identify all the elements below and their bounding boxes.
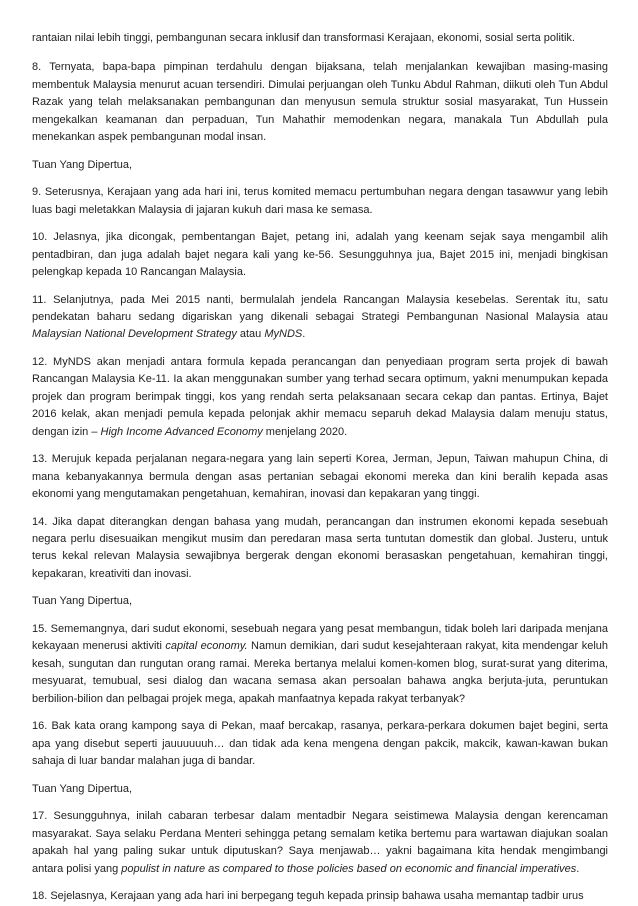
paragraph-11 [32,292,608,344]
paragraph-8 [32,59,608,146]
salutation [32,593,608,610]
paragraph-15 [32,621,608,708]
paragraph-14 [32,514,608,584]
text-segment: 11. Selanjutnya, pada Mei 2015 nanti, bermulalah jendela Rancangan Malaysia kesebelas. Serentak itu, satu pendekatan baharu sedang digariskan yang dikenali sebagai Strategi Pembangunan Nasional Malaysia atau [32,293,608,324]
italic-text-segment: High Income Advanced Economy [100,425,263,438]
text-segment: 12. MyNDS akan menjadi antara formula kepada perancangan dan penyediaan program serta projek di bawah Rancangan Malaysia Ke-11. Ia akan menggunakan sumber yang terhad secara optimum, yakni menumpukan kepada projek dan program berimpak tinggi, kos yang rendah serta pelaksanaan secara cekap dan pantas. Ertinya, Bajet 2016 kelak, akan menjadi pemula kepada pelonjak akhir memacu separuh dekad Malaysia dalam menuju status, dengan izin – [32,356,608,438]
text-segment: 14. Jika dapat diterangkan dengan bahasa yang mudah, perancangan dan instrumen ekonomi kepada sesebuah negara perlu disesuaikan mengikut musim dan peredaran masa serta tuntutan domestik dan global. Justeru, untuk terus kekal relevan Malaysia sewajibnya bergerak dengan ekonomi berasaskan pengetahuan, kemahiran tinggi, kepakaran, kreativiti dan inovasi. [32,515,608,580]
text-segment: 16. Bak kata orang kampong saya di Pekan, maaf bercakap, rasanya, perkara-perkara dokumen bajet begini, serta apa yang disebut seperti jauuuuuuh… dan tidak ada kena mengena dengan pakcik, makcik, kawan-kawan bukan sahaja di luar bandar malahan juga di bandar. [32,720,608,768]
paragraph-13 [32,451,608,503]
paragraph-16 [32,718,608,770]
salutation [32,781,608,798]
italic-text-segment: Malaysian National Development Strategy [32,328,237,341]
text-segment: Tuan Yang Dipertua, [32,158,133,171]
text-segment: 17. Sesungguhnya, inilah cabaran terbesar dalam mentadbir Negara seistimewa Malaysia dengan kerencaman masyarakat. Saya selaku Perdana Menteri sehingga petang semalam ketika bertemu para wartawan diajukan soalan apakah hal yang paling sukar untuk diputuskan? Saya menjawab… yakni bagaimana kita hendak mengimbangi antara polisi yang [32,810,608,875]
italic-text-segment: capital economy. [165,640,248,653]
text-segment: 15. Sememangnya, dari sudut ekonomi, sesebuah negara yang pesat membangun, tidak boleh lari daripada menjana kekayaan menerusi aktiviti [32,623,608,653]
text-segment: . [576,862,580,875]
text-segment: 9. Seterusnya, Kerajaan yang ada hari ini, terus komited memacu pertumbuhan negara dengan tasawwur yang lebih luas bagi meletakkan Malaysia di jajaran kukuh dari masa ke semasa. [32,186,608,216]
paragraph-10 [32,229,608,281]
text-segment: 8. Ternyata, bapa-bapa pimpinan terdahulu dengan bijaksana, telah menjalankan kewajiban masing-masing membentuk Malaysia menurut acuan tersendiri. Dimulai perjuangan oleh Tunku Abdul Rahman, diikuti oleh Tun Abdul Razak yang telah melaksanakan pembangunan dan menyusun semula struktur sosial masyarakat, Tun Hussein mengekalkan keamanan dan perpaduan, Tun Mahathir memodenkan negara, manakala Tun Abdullah pula menekankan aspek pembangunan modal insan. [32,61,608,144]
text-segment: Namun demikian, dari sudut kesejahteraan rakyat, kita mendengar keluh kesah, sungutan dan rungutan orang ramai. Mereka bertanya melalui komen-komen blog, surat-surat yang diterima, mesyuarat, temubual, sesi dialog dan wacana semasa akan persoalan bahawa angka berjuta-juta, peruntukan berbilion-bilion dan pelbagai projek mega, apakah manfaatnya kepada rakyat terbanyak? [32,640,608,705]
text-segment: Tuan Yang Dipertua, [32,595,133,608]
text-segment: . [302,328,306,341]
paragraph-9 [32,184,608,219]
italic-text-segment: populist in nature as compared to those policies based on economic and financial imperatives [121,862,577,875]
text-segment: Tuan Yang Dipertua, [32,782,133,795]
paragraph-12 [32,354,608,441]
text-segment: atau [236,328,265,341]
italic-text-segment: MyNDS [264,328,303,341]
paragraph-intro [32,30,608,47]
text-segment: rantaian nilai lebih tinggi, pembangunan secara inklusif dan transformasi Kerajaan, ekonomi, sosial serta politik. [32,32,575,44]
text-segment: 18. Sejelasnya, Kerajaan yang ada hari ini berpegang teguh kepada prinsip bahawa usaha memantap tadbir urus [32,890,584,903]
text-segment: 10. Jelasnya, jika dicongak, pembentangan Bajet, petang ini, adalah yang keenam sejak saya mengambil alih pentadbiran, dan juga adalah bajet negara kali yang ke-56. Sesungguhnya jua, Bajet 2015 ini, menjadi bingkisan pelengkap kepada 10 Rancangan Malaysia. [32,231,608,279]
text-segment: menjelang 2020. [262,425,348,438]
text-segment: 13. Merujuk kepada perjalanan negara-negara yang lain seperti Korea, Jerman, Jepun, Taiwan mahupun China, di mana kebanyakannya bermula dengan asas pertanian sebagai ekonomi mereka dan kini beralih kepada asas ekonomi yang mengutamakan pengetahuan, kemahiran, inovasi dan kepakaran yang tinggi. [32,453,608,501]
paragraph-17 [32,808,608,878]
salutation [32,157,608,174]
